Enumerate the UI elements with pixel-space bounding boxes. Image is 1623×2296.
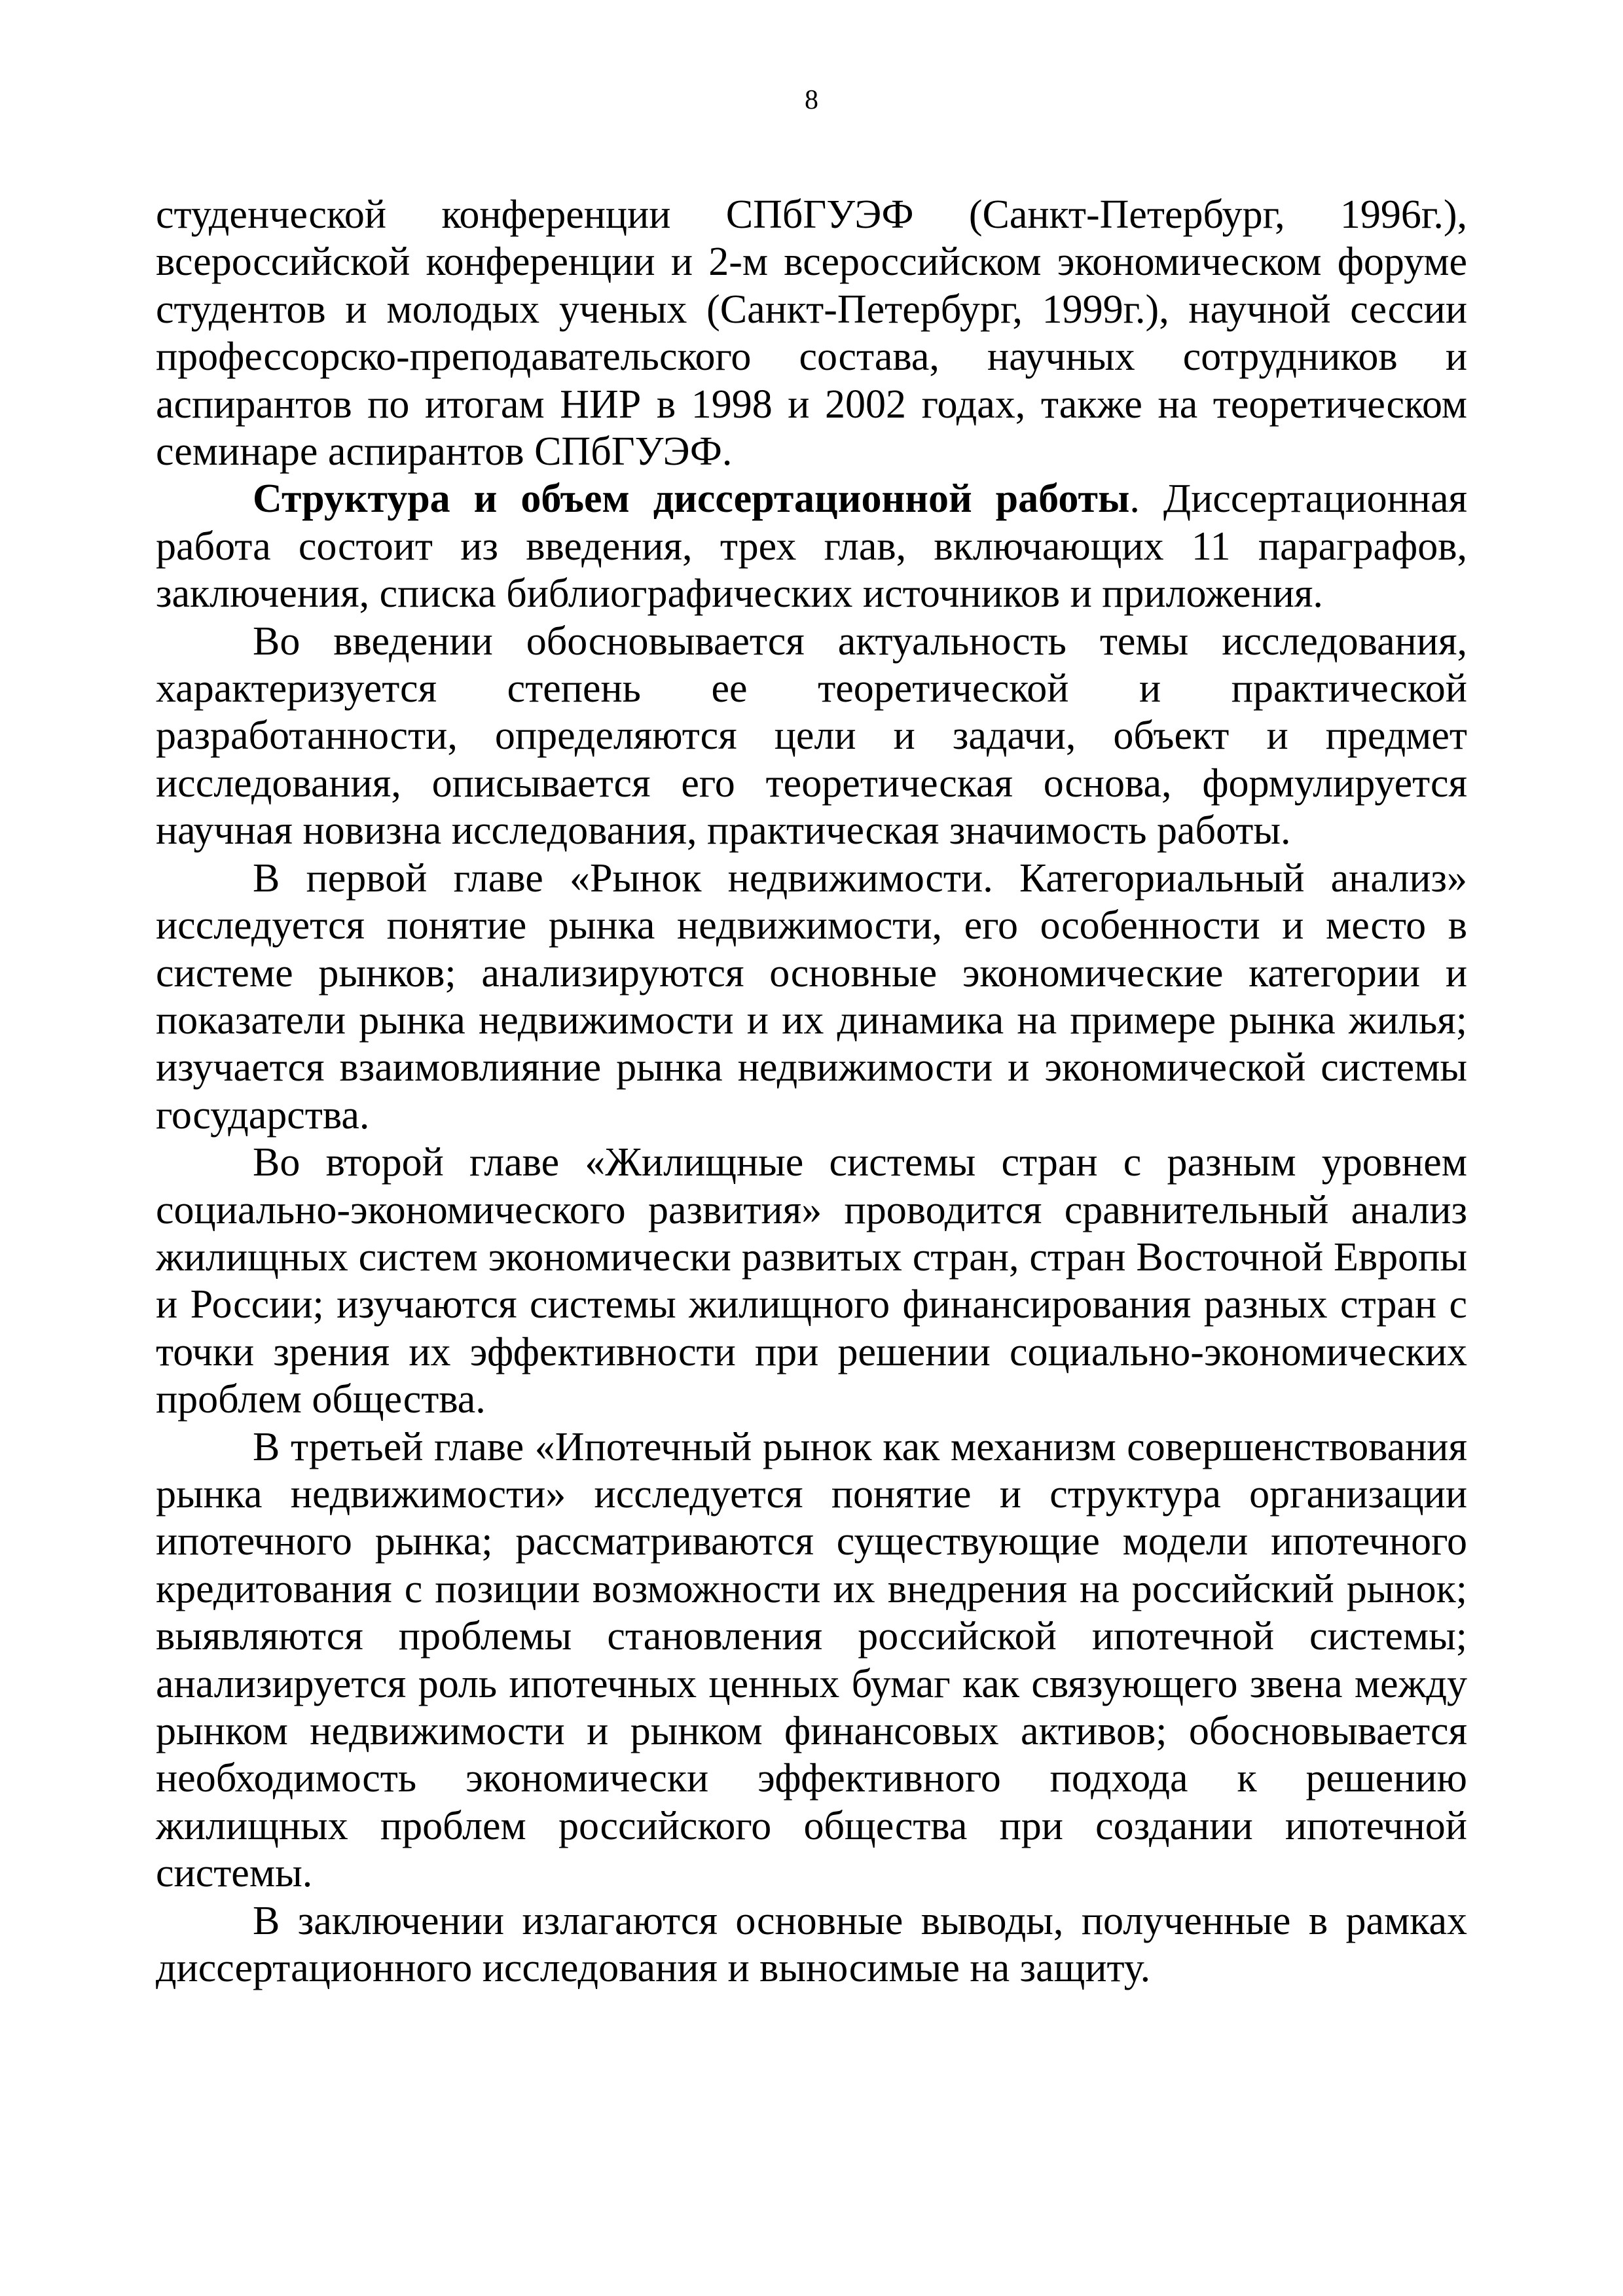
paragraph-chapter-three: В третьей главе «Ипотечный рынок как механизм совершенствования рынка недвижимости» исследуется понятие и структура организации ипотечного рынка; рассматриваются существующие модели ипотечного кредитования с позиции возможности их внедрения на российский рынок; выявляются проблемы становления российской ипотечной системы; анализируется роль ипотечных ценных бумаг как связующего звена между рынком недвижимости и рынком финансовых активов; обосновывается необходимость экономически эффективного подхода к решению жилищных проблем российского общества при создании ипотечной системы.	[156, 1424, 1467, 1896]
paragraph-conclusion: В заключении излагаются основные выводы, полученные в рамках диссертационного исследования и выносимые на защиту.	[156, 1898, 1467, 1991]
section-heading: Структура и объем диссертационной работы	[253, 476, 1130, 522]
paragraph-structure	[156, 475, 1467, 617]
paragraph-structure-text: . Диссертационная работа состоит из введения, трех глав, включающих 11 параграфов, заключения, списка библиографических источников и приложения.	[156, 476, 1467, 617]
document-body	[156, 191, 1467, 1992]
paragraph-introduction: Во введении обосновывается актуальность темы исследования, характеризуется степень ее теоретической и практической разработанности, определяются цели и задачи, объект и предмет исследования, описывается его теоретическая основа, формулируется научная новизна исследования, практическая значимость работы.	[156, 619, 1467, 853]
page-number: 8	[805, 85, 818, 115]
paragraph-conferences: студенческой конференции СПбГУЭФ (Санкт-Петербург, 1996г.), всероссийской конференции и 2-м всероссийском экономическом форуме студентов и молодых ученых (Санкт-Петербург, 1999г.), научной сессии профессорско-преподавательского состава, научных сотрудников и аспирантов по итогам НИР в 1998 и 2002 годах, также на теоретическом семинаре аспирантов СПбГУЭФ.	[156, 192, 1467, 475]
paragraph-chapter-one: В первой главе «Рынок недвижимости. Категориальный анализ» исследуется понятие рынка недвижимости, его особенности и место в системе рынков; анализируются основные экономические категории и показатели рынка недвижимости и их динамика на примере рынка жилья; изучается взаимовлияние рынка недвижимости и экономической системы государства.	[156, 855, 1467, 1138]
paragraph-chapter-two: Во второй главе «Жилищные системы стран с разным уровнем социально-экономического развития» проводится сравнительный анализ жилищных систем экономически развитых стран, стран Восточной Европы и России; изучаются системы жилищного финансирования разных стран с точки зрения их эффективности при решении социально-экономических проблем общества.	[156, 1140, 1467, 1422]
